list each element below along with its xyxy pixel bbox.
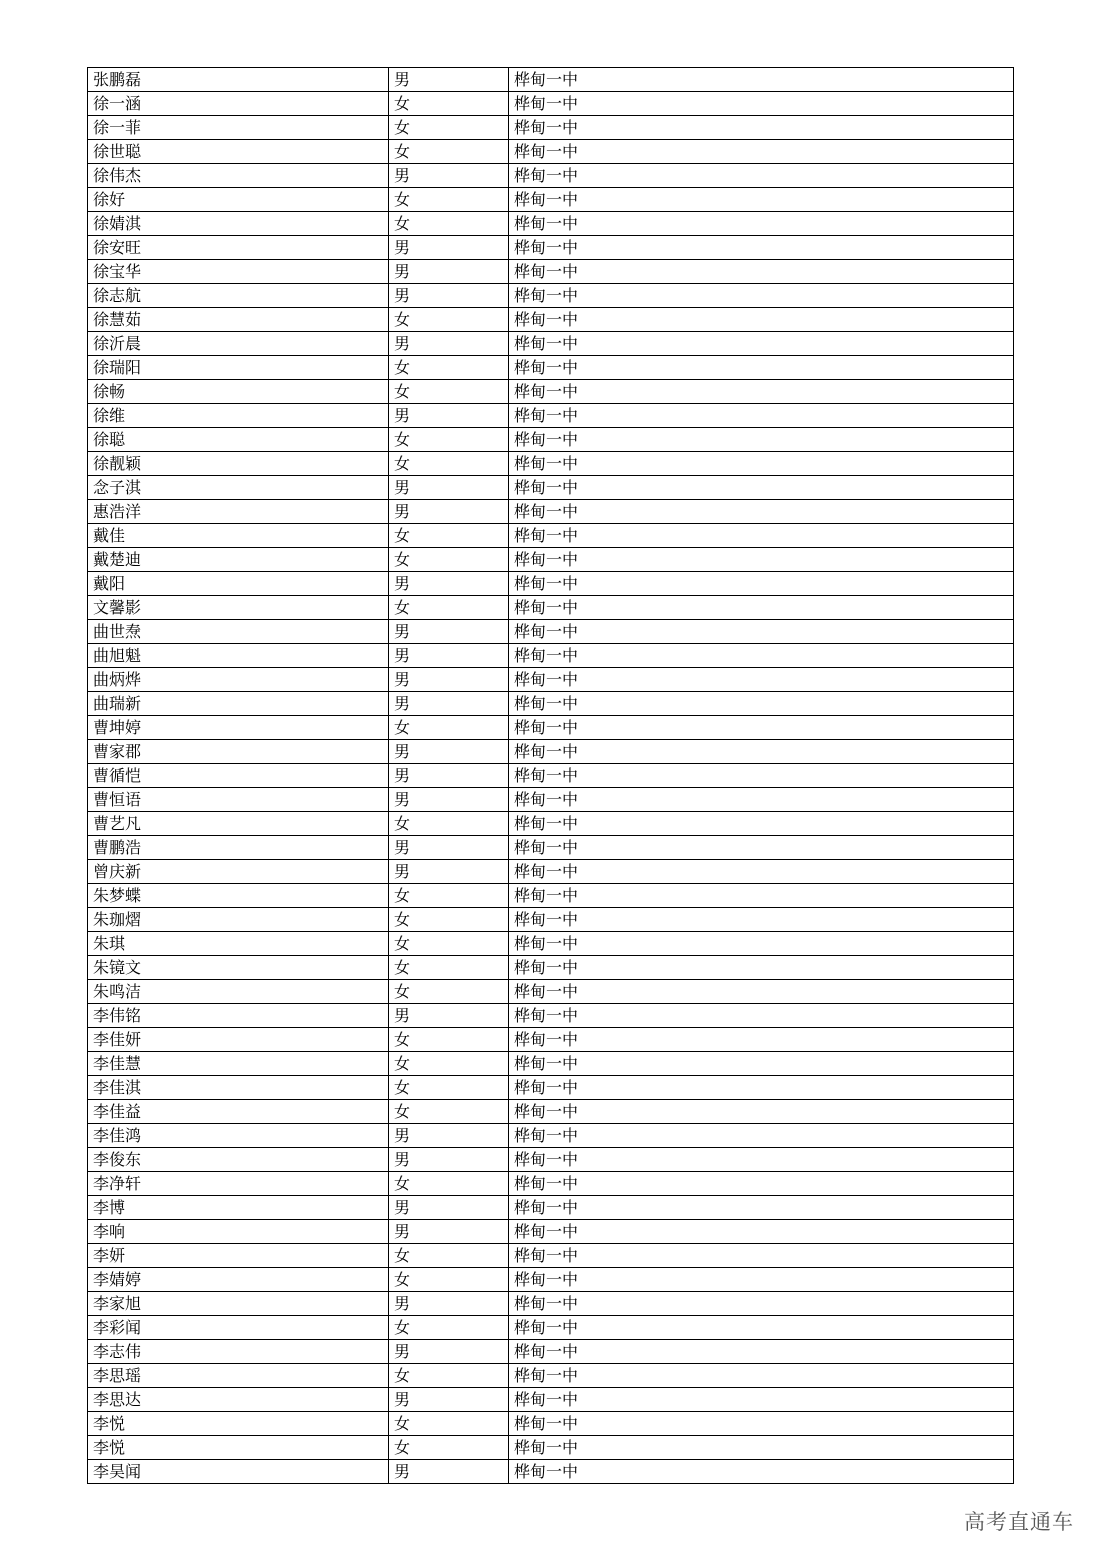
school-cell: 桦甸一中: [509, 1100, 1014, 1124]
gender-cell: 女: [389, 308, 509, 332]
table-row: [88, 284, 1014, 308]
school-cell: 桦甸一中: [509, 1172, 1014, 1196]
gender-cell: 男: [389, 236, 509, 260]
table-row: [88, 92, 1014, 116]
gender-cell: 男: [389, 668, 509, 692]
gender-cell: 女: [389, 1364, 509, 1388]
school-cell: 桦甸一中: [509, 812, 1014, 836]
school-cell: 桦甸一中: [509, 932, 1014, 956]
gender-cell: 男: [389, 164, 509, 188]
gender-cell: 男: [389, 644, 509, 668]
table-row: [88, 68, 1014, 92]
table-row: [88, 1340, 1014, 1364]
school-cell: 桦甸一中: [509, 716, 1014, 740]
gender-cell: 男: [389, 1004, 509, 1028]
table-row: [88, 356, 1014, 380]
school-cell: 桦甸一中: [509, 1460, 1014, 1484]
gender-cell: 男: [389, 1340, 509, 1364]
table-row: [88, 212, 1014, 236]
name-cell: 李妍: [88, 1244, 389, 1268]
name-cell: 李彩闻: [88, 1316, 389, 1340]
table-row: [88, 620, 1014, 644]
name-cell: 李思瑶: [88, 1364, 389, 1388]
school-cell: 桦甸一中: [509, 476, 1014, 500]
table-row: [88, 428, 1014, 452]
gender-cell: 男: [389, 500, 509, 524]
table-row: [88, 500, 1014, 524]
name-cell: 曾庆新: [88, 860, 389, 884]
name-cell: 李婧婷: [88, 1268, 389, 1292]
gender-cell: 女: [389, 1244, 509, 1268]
gender-cell: 女: [389, 548, 509, 572]
table-row: [88, 332, 1014, 356]
school-cell: 桦甸一中: [509, 884, 1014, 908]
school-cell: 桦甸一中: [509, 428, 1014, 452]
school-cell: 桦甸一中: [509, 284, 1014, 308]
school-cell: 桦甸一中: [509, 164, 1014, 188]
gender-cell: 男: [389, 260, 509, 284]
gender-cell: 女: [389, 428, 509, 452]
name-cell: 李悦: [88, 1412, 389, 1436]
gender-cell: 女: [389, 1268, 509, 1292]
gender-cell: 男: [389, 332, 509, 356]
name-cell: 徐婧淇: [88, 212, 389, 236]
school-cell: 桦甸一中: [509, 836, 1014, 860]
gender-cell: 女: [389, 1316, 509, 1340]
name-cell: 曲世焘: [88, 620, 389, 644]
school-cell: 桦甸一中: [509, 1052, 1014, 1076]
table-row: [88, 812, 1014, 836]
table-row: [88, 1124, 1014, 1148]
gender-cell: 女: [389, 92, 509, 116]
table-row: [88, 452, 1014, 476]
school-cell: 桦甸一中: [509, 860, 1014, 884]
gender-cell: 女: [389, 116, 509, 140]
table-row: [88, 668, 1014, 692]
gender-cell: 女: [389, 356, 509, 380]
name-cell: 徐沂晨: [88, 332, 389, 356]
name-cell: 徐聪: [88, 428, 389, 452]
gender-cell: 女: [389, 1436, 509, 1460]
table-row: [88, 932, 1014, 956]
table-row: [88, 740, 1014, 764]
table-row: [88, 1436, 1014, 1460]
table-row: [88, 980, 1014, 1004]
name-cell: 戴阳: [88, 572, 389, 596]
table-row: [88, 1100, 1014, 1124]
table-row: [88, 1052, 1014, 1076]
school-cell: 桦甸一中: [509, 692, 1014, 716]
gender-cell: 男: [389, 572, 509, 596]
school-cell: 桦甸一中: [509, 548, 1014, 572]
name-cell: 李净轩: [88, 1172, 389, 1196]
gender-cell: 男: [389, 860, 509, 884]
name-cell: 徐志航: [88, 284, 389, 308]
table-row: [88, 908, 1014, 932]
school-cell: 桦甸一中: [509, 1388, 1014, 1412]
table-row: [88, 1172, 1014, 1196]
table-row: [88, 692, 1014, 716]
school-cell: 桦甸一中: [509, 1004, 1014, 1028]
name-cell: 李昊闻: [88, 1460, 389, 1484]
name-cell: 曹鹏浩: [88, 836, 389, 860]
table-row: [88, 1148, 1014, 1172]
school-cell: 桦甸一中: [509, 908, 1014, 932]
name-cell: 李家旭: [88, 1292, 389, 1316]
gender-cell: 男: [389, 404, 509, 428]
gender-cell: 女: [389, 596, 509, 620]
name-cell: 李佳鸿: [88, 1124, 389, 1148]
table-row: [88, 188, 1014, 212]
name-cell: 戴楚迪: [88, 548, 389, 572]
gender-cell: 女: [389, 884, 509, 908]
table-row: [88, 476, 1014, 500]
table-row: [88, 1004, 1014, 1028]
school-cell: 桦甸一中: [509, 1340, 1014, 1364]
watermark-text: 高考直通车: [964, 1510, 1074, 1534]
school-cell: 桦甸一中: [509, 1292, 1014, 1316]
name-cell: 朱珈熠: [88, 908, 389, 932]
school-cell: 桦甸一中: [509, 980, 1014, 1004]
table-row: [88, 788, 1014, 812]
gender-cell: 女: [389, 212, 509, 236]
name-cell: 曹家郡: [88, 740, 389, 764]
name-cell: 李博: [88, 1196, 389, 1220]
table-row: [88, 1244, 1014, 1268]
table-row: [88, 140, 1014, 164]
school-cell: 桦甸一中: [509, 956, 1014, 980]
table-row: [88, 524, 1014, 548]
table-row: [88, 764, 1014, 788]
school-cell: 桦甸一中: [509, 644, 1014, 668]
name-cell: 李悦: [88, 1436, 389, 1460]
name-cell: 李思达: [88, 1388, 389, 1412]
table-row: [88, 1268, 1014, 1292]
school-cell: 桦甸一中: [509, 188, 1014, 212]
school-cell: 桦甸一中: [509, 596, 1014, 620]
table-row: [88, 1220, 1014, 1244]
gender-cell: 女: [389, 1172, 509, 1196]
table-row: [88, 1412, 1014, 1436]
gender-cell: 男: [389, 68, 509, 92]
name-cell: 李佳益: [88, 1100, 389, 1124]
school-cell: 桦甸一中: [509, 140, 1014, 164]
gender-cell: 女: [389, 908, 509, 932]
school-cell: 桦甸一中: [509, 1028, 1014, 1052]
school-cell: 桦甸一中: [509, 1268, 1014, 1292]
name-cell: 徐世聪: [88, 140, 389, 164]
name-cell: 念子淇: [88, 476, 389, 500]
gender-cell: 男: [389, 1196, 509, 1220]
name-cell: 曹循恺: [88, 764, 389, 788]
name-cell: 戴佳: [88, 524, 389, 548]
school-cell: 桦甸一中: [509, 524, 1014, 548]
school-cell: 桦甸一中: [509, 1220, 1014, 1244]
table-row: [88, 956, 1014, 980]
school-cell: 桦甸一中: [509, 668, 1014, 692]
name-cell: 曹恒语: [88, 788, 389, 812]
table-row: [88, 548, 1014, 572]
gender-cell: 男: [389, 764, 509, 788]
name-cell: 徐安旺: [88, 236, 389, 260]
school-cell: 桦甸一中: [509, 116, 1014, 140]
roster-body: [88, 68, 1014, 1484]
name-cell: 徐一菲: [88, 116, 389, 140]
gender-cell: 男: [389, 1124, 509, 1148]
gender-cell: 女: [389, 140, 509, 164]
gender-cell: 女: [389, 812, 509, 836]
table-row: [88, 404, 1014, 428]
gender-cell: 女: [389, 1028, 509, 1052]
gender-cell: 女: [389, 980, 509, 1004]
name-cell: 朱琪: [88, 932, 389, 956]
name-cell: 李佳慧: [88, 1052, 389, 1076]
school-cell: 桦甸一中: [509, 308, 1014, 332]
name-cell: 朱鸣洁: [88, 980, 389, 1004]
table-row: [88, 1364, 1014, 1388]
school-cell: 桦甸一中: [509, 332, 1014, 356]
gender-cell: 男: [389, 1460, 509, 1484]
school-cell: 桦甸一中: [509, 236, 1014, 260]
name-cell: 朱梦蝶: [88, 884, 389, 908]
table-row: [88, 380, 1014, 404]
gender-cell: 男: [389, 620, 509, 644]
gender-cell: 女: [389, 1412, 509, 1436]
name-cell: 曹艺凡: [88, 812, 389, 836]
school-cell: 桦甸一中: [509, 356, 1014, 380]
school-cell: 桦甸一中: [509, 740, 1014, 764]
school-cell: 桦甸一中: [509, 764, 1014, 788]
table-row: [88, 1196, 1014, 1220]
school-cell: 桦甸一中: [509, 572, 1014, 596]
name-cell: 文馨影: [88, 596, 389, 620]
name-cell: 李响: [88, 1220, 389, 1244]
gender-cell: 女: [389, 956, 509, 980]
table-row: [88, 1292, 1014, 1316]
table-row: [88, 572, 1014, 596]
table-row: [88, 884, 1014, 908]
gender-cell: 男: [389, 740, 509, 764]
gender-cell: 女: [389, 1076, 509, 1100]
name-cell: 曲炳烨: [88, 668, 389, 692]
school-cell: 桦甸一中: [509, 1436, 1014, 1460]
school-cell: 桦甸一中: [509, 620, 1014, 644]
name-cell: 徐宝华: [88, 260, 389, 284]
gender-cell: 男: [389, 1148, 509, 1172]
name-cell: 李志伟: [88, 1340, 389, 1364]
gender-cell: 女: [389, 188, 509, 212]
name-cell: 徐伟杰: [88, 164, 389, 188]
school-cell: 桦甸一中: [509, 500, 1014, 524]
name-cell: 徐靓颖: [88, 452, 389, 476]
name-cell: 徐畅: [88, 380, 389, 404]
school-cell: 桦甸一中: [509, 1148, 1014, 1172]
table-row: [88, 260, 1014, 284]
school-cell: 桦甸一中: [509, 1076, 1014, 1100]
name-cell: 曲旭魁: [88, 644, 389, 668]
school-cell: 桦甸一中: [509, 1412, 1014, 1436]
table-row: [88, 644, 1014, 668]
table-row: [88, 164, 1014, 188]
name-cell: 徐维: [88, 404, 389, 428]
school-cell: 桦甸一中: [509, 404, 1014, 428]
gender-cell: 男: [389, 788, 509, 812]
name-cell: 徐一涵: [88, 92, 389, 116]
table-row: [88, 1388, 1014, 1412]
school-cell: 桦甸一中: [509, 380, 1014, 404]
gender-cell: 女: [389, 380, 509, 404]
name-cell: 李俊东: [88, 1148, 389, 1172]
name-cell: 惠浩洋: [88, 500, 389, 524]
school-cell: 桦甸一中: [509, 1364, 1014, 1388]
school-cell: 桦甸一中: [509, 788, 1014, 812]
name-cell: 朱镜文: [88, 956, 389, 980]
roster-table: [87, 67, 1014, 1484]
name-cell: 李伟铭: [88, 1004, 389, 1028]
table-row: [88, 1316, 1014, 1340]
gender-cell: 女: [389, 716, 509, 740]
school-cell: 桦甸一中: [509, 1124, 1014, 1148]
table-row: [88, 308, 1014, 332]
school-cell: 桦甸一中: [509, 260, 1014, 284]
gender-cell: 女: [389, 1100, 509, 1124]
table-row: [88, 716, 1014, 740]
gender-cell: 男: [389, 476, 509, 500]
school-cell: 桦甸一中: [509, 1316, 1014, 1340]
school-cell: 桦甸一中: [509, 92, 1014, 116]
table-row: [88, 116, 1014, 140]
gender-cell: 男: [389, 1292, 509, 1316]
name-cell: 徐慧茹: [88, 308, 389, 332]
school-cell: 桦甸一中: [509, 68, 1014, 92]
school-cell: 桦甸一中: [509, 1196, 1014, 1220]
name-cell: 曲瑞新: [88, 692, 389, 716]
gender-cell: 男: [389, 284, 509, 308]
gender-cell: 男: [389, 836, 509, 860]
gender-cell: 女: [389, 1052, 509, 1076]
name-cell: 徐瑞阳: [88, 356, 389, 380]
name-cell: 李佳妍: [88, 1028, 389, 1052]
table-row: [88, 1028, 1014, 1052]
gender-cell: 男: [389, 692, 509, 716]
school-cell: 桦甸一中: [509, 452, 1014, 476]
table-row: [88, 1460, 1014, 1484]
gender-cell: 男: [389, 1388, 509, 1412]
gender-cell: 女: [389, 452, 509, 476]
name-cell: 张鹏磊: [88, 68, 389, 92]
name-cell: 曹坤婷: [88, 716, 389, 740]
gender-cell: 男: [389, 1220, 509, 1244]
name-cell: 徐好: [88, 188, 389, 212]
table-row: [88, 1076, 1014, 1100]
school-cell: 桦甸一中: [509, 212, 1014, 236]
gender-cell: 女: [389, 524, 509, 548]
gender-cell: 女: [389, 932, 509, 956]
table-row: [88, 596, 1014, 620]
table-row: [88, 836, 1014, 860]
name-cell: 李佳淇: [88, 1076, 389, 1100]
table-row: [88, 860, 1014, 884]
school-cell: 桦甸一中: [509, 1244, 1014, 1268]
table-row: [88, 236, 1014, 260]
